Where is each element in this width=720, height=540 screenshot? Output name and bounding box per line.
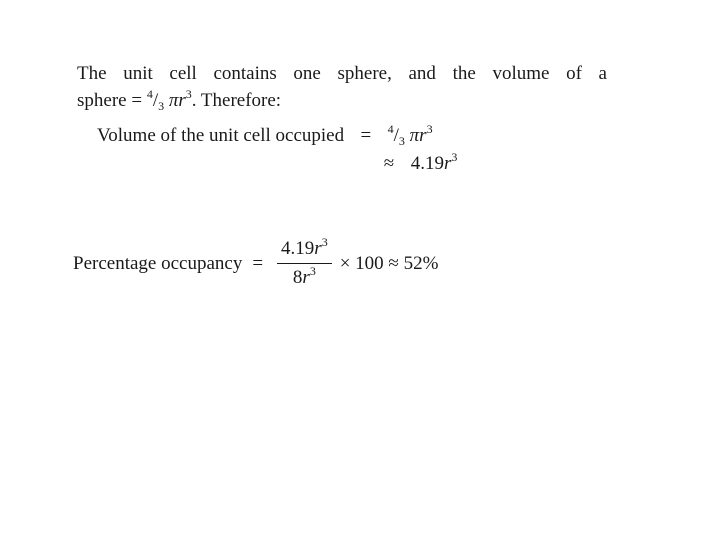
fraction-numerator: 4	[146, 87, 153, 101]
denominator-value: 8r	[292, 267, 310, 288]
equals-sign: =	[252, 252, 264, 274]
four-thirds-fraction: $^4/_3$	[387, 122, 405, 148]
fraction-denominator: 3	[398, 134, 405, 148]
cube-exponent: 3	[185, 87, 192, 101]
radius-variable: r	[302, 267, 310, 288]
fraction-denominator	[293, 264, 316, 289]
fraction-numerator	[277, 235, 332, 264]
equals-sign: =	[360, 125, 372, 146]
cube-exponent: 3	[321, 235, 328, 249]
volume-equation-row-2	[97, 150, 457, 178]
cube-exponent: 3	[309, 264, 316, 278]
cube-exponent: 3	[451, 150, 458, 164]
cube-exponent: 3	[426, 122, 433, 136]
therefore-text: . Therefore:	[191, 90, 282, 111]
paragraph-line-2	[77, 87, 607, 114]
occupancy-fraction	[277, 235, 332, 289]
fraction-numerator: 4	[387, 122, 394, 136]
percentage-result: × 100 ≈ 52%	[339, 252, 439, 274]
approx-sign: ≈	[383, 153, 395, 174]
volume-label: Volume of the unit cell occupied	[97, 125, 345, 146]
percentage-equation	[73, 235, 439, 289]
percentage-label: Percentage occupancy	[73, 252, 243, 274]
radius-variable: r	[444, 153, 452, 174]
numerator-value: 4.19r	[281, 238, 322, 259]
sphere-volume-prefix: sphere =	[77, 90, 143, 111]
fraction-denominator: 3	[158, 99, 165, 113]
paragraph-line-1: The unit cell contains one sphere, and the volume of a	[77, 63, 607, 84]
radius-variable: r	[314, 238, 322, 259]
pi-r-term: πr	[168, 90, 186, 111]
pi-r-term: πr	[409, 125, 427, 146]
volume-equation	[97, 122, 457, 178]
intro-paragraph	[77, 60, 607, 114]
volume-equation-row-1	[97, 122, 457, 150]
approx-value: 4.19r	[410, 153, 452, 174]
four-thirds-fraction: $^4/_3$	[146, 87, 165, 113]
